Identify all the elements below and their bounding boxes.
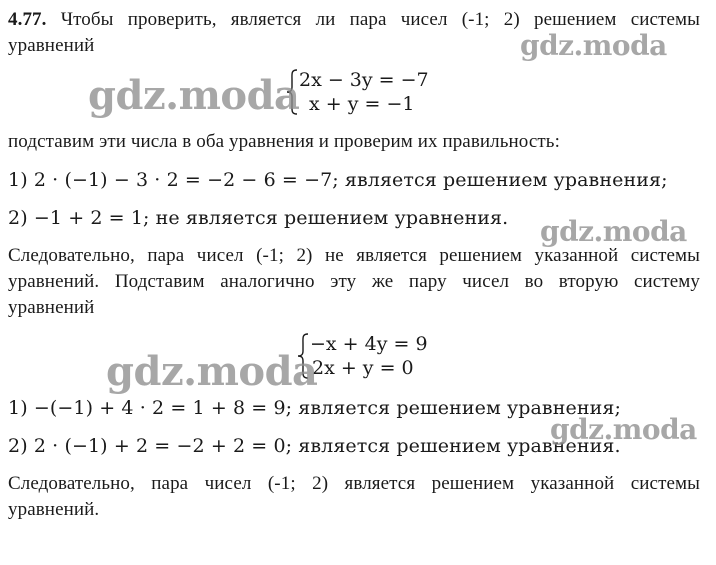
conclusion-2-line-2: уравнений.: [8, 499, 100, 520]
check-2-line-2: 2) 2 · (−1) + 2 = −2 + 2 = 0; является решением уравнения.: [8, 435, 621, 457]
intro-text-1: Чтобы проверить, является ли пара чисел (-1; 2) решением системы: [60, 9, 701, 30]
conclusion-2-line-1: Следовательно, пара чисел (-1; 2) является решением указанной системы: [8, 473, 700, 494]
system-2: [296, 332, 446, 380]
system-1-eq-2: x + y = −1: [309, 93, 415, 115]
substitute-text: подставим эти числа в оба уравнения и проверим их правильность:: [8, 131, 560, 152]
watermark: gdz.moda: [88, 72, 300, 119]
watermark: gdz.moda: [550, 413, 697, 446]
system-1-eq-1: 2x − 3y = −7: [299, 69, 429, 91]
check-2-line-1: 1) −(−1) + 4 · 2 = 1 + 8 = 9; является решением уравнения;: [8, 397, 621, 419]
watermark: gdz.moda: [540, 215, 687, 248]
conclusion-1-line-3: уравнений: [8, 297, 95, 318]
watermark: gdz.moda: [106, 348, 318, 395]
problem-number: 4.77.: [8, 9, 47, 30]
check-1-line-1: 1) 2 · (−1) − 3 · 2 = −2 − 6 = −7; является решением уравнения;: [8, 169, 668, 191]
system-2-eq-1: −x + 4y = 9: [310, 333, 428, 355]
conclusion-1-line-1: Следовательно, пара чисел (-1; 2) не является решением указанной системы: [8, 245, 700, 266]
system-1: [285, 68, 445, 116]
watermark: gdz.moda: [520, 29, 667, 62]
conclusion-1-line-2: уравнений. Подставим аналогично эту же пару чисел во вторую систему: [8, 271, 700, 292]
check-1-line-2: 2) −1 + 2 = 1; не является решением уравнения.: [8, 207, 509, 229]
intro-line-2: уравнений: [8, 35, 95, 56]
system-2-eq-2: 2x + y = 0: [312, 357, 414, 379]
